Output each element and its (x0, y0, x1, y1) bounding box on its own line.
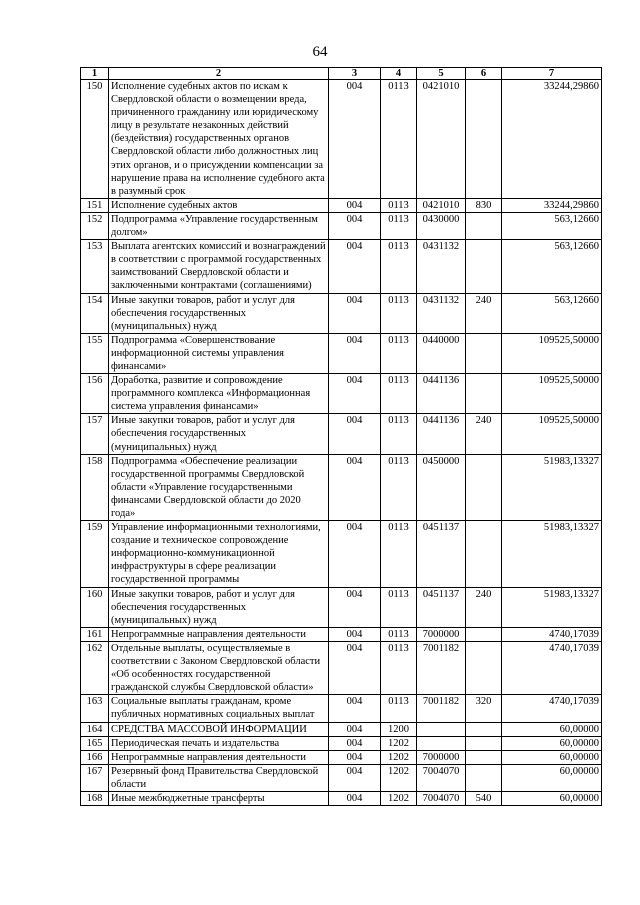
code-col6-cell: 240 (466, 587, 502, 627)
code-col5-cell: 0421010 (417, 80, 466, 199)
row-number-cell: 159 (81, 521, 109, 587)
table-row (81, 240, 602, 293)
amount-cell: 51983,13327 (502, 454, 602, 520)
code-col3-cell: 004 (329, 414, 381, 454)
code-col5-cell: 0450000 (417, 454, 466, 520)
code-col4-cell: 0113 (381, 587, 417, 627)
amount-cell: 4740,17039 (502, 641, 602, 694)
item-name-cell: Подпрограмма «Обеспечение реализации государственной программы Свердловской области «Управление государственными финансами Свердловской области до 2020 года» (109, 454, 329, 520)
code-col4-cell: 0113 (381, 454, 417, 520)
code-col3-cell: 004 (329, 791, 381, 805)
amount-cell: 51983,13327 (502, 521, 602, 587)
item-name-cell: Подпрограмма «Совершенствование информационной системы управления финансами» (109, 333, 329, 373)
code-col5-cell: 0430000 (417, 212, 466, 239)
item-name-cell: Иные закупки товаров, работ и услуг для обеспечения государственных (муниципальных) нужд (109, 414, 329, 454)
table-row (81, 333, 602, 373)
code-col6-cell (466, 454, 502, 520)
code-col5-cell: 7000000 (417, 750, 466, 764)
row-number-cell: 163 (81, 695, 109, 722)
code-col3-cell: 004 (329, 750, 381, 764)
code-col4-cell: 0113 (381, 521, 417, 587)
code-col6-cell (466, 521, 502, 587)
code-col4-cell: 0113 (381, 641, 417, 694)
amount-cell: 4740,17039 (502, 627, 602, 641)
col-header: 4 (381, 68, 417, 80)
amount-cell: 60,00000 (502, 791, 602, 805)
row-number-cell: 166 (81, 750, 109, 764)
code-col4-cell: 0113 (381, 333, 417, 373)
amount-cell: 563,12660 (502, 212, 602, 239)
code-col4-cell: 0113 (381, 240, 417, 293)
table-row (81, 293, 602, 333)
code-col3-cell: 004 (329, 80, 381, 199)
row-number-cell: 154 (81, 293, 109, 333)
row-number-cell: 155 (81, 333, 109, 373)
code-col6-cell (466, 212, 502, 239)
code-col3-cell: 004 (329, 212, 381, 239)
item-name-cell: Иные межбюджетные трансферты (109, 791, 329, 805)
code-col4-cell: 0113 (381, 198, 417, 212)
table-row (81, 414, 602, 454)
table-header-row (81, 68, 602, 80)
row-number-cell: 157 (81, 414, 109, 454)
item-name-cell: Выплата агентских комиссий и вознаграждений в соответствии с программой государственных заимствований Свердловской области и заключенными контрактами (соглашениями) (109, 240, 329, 293)
amount-cell: 60,00000 (502, 736, 602, 750)
code-col6-cell: 830 (466, 198, 502, 212)
item-name-cell: Исполнение судебных актов по искам к Свердловской области о возмещении вреда, причиненного гражданину или юридическому лицу в результате незаконных действий (бездействия) государственных органов Свердловской области либо должностных лиц этих органов, и о присуждении компенсации за нарушение права на исполнение судебного акта в разумный срок (109, 80, 329, 199)
code-col6-cell (466, 764, 502, 791)
code-col4-cell: 1202 (381, 764, 417, 791)
code-col4-cell: 1202 (381, 791, 417, 805)
code-col6-cell: 240 (466, 293, 502, 333)
item-name-cell: Периодическая печать и издательства (109, 736, 329, 750)
code-col3-cell: 004 (329, 240, 381, 293)
item-name-cell: Резервный фонд Правительства Свердловской области (109, 764, 329, 791)
budget-table (80, 67, 602, 806)
item-name-cell: Доработка, развитие и сопровождение программного комплекса «Информационная система управления финансами» (109, 374, 329, 414)
table-row (81, 587, 602, 627)
code-col4-cell: 0113 (381, 627, 417, 641)
row-number-cell: 150 (81, 80, 109, 199)
code-col4-cell: 1202 (381, 736, 417, 750)
col-header: 1 (81, 68, 109, 80)
code-col4-cell: 0113 (381, 293, 417, 333)
row-number-cell: 161 (81, 627, 109, 641)
row-number-cell: 160 (81, 587, 109, 627)
code-col6-cell (466, 627, 502, 641)
amount-cell: 33244,29860 (502, 198, 602, 212)
item-name-cell: Непрограммные направления деятельности (109, 750, 329, 764)
code-col3-cell: 004 (329, 198, 381, 212)
code-col5-cell: 7004070 (417, 791, 466, 805)
table-row (81, 641, 602, 694)
item-name-cell: Управление информационными технологиями, создание и техническое сопровождение информационно-коммуникационной инфраструктуры в сфере реализации государственной программы (109, 521, 329, 587)
table-row (81, 198, 602, 212)
table-row (81, 750, 602, 764)
table-row (81, 722, 602, 736)
code-col3-cell: 004 (329, 641, 381, 694)
code-col6-cell (466, 641, 502, 694)
code-col6-cell (466, 240, 502, 293)
code-col5-cell (417, 722, 466, 736)
code-col4-cell: 0113 (381, 695, 417, 722)
code-col5-cell: 7000000 (417, 627, 466, 641)
code-col4-cell: 0113 (381, 212, 417, 239)
code-col6-cell: 240 (466, 414, 502, 454)
amount-cell: 563,12660 (502, 240, 602, 293)
code-col3-cell: 004 (329, 293, 381, 333)
code-col6-cell (466, 722, 502, 736)
code-col5-cell: 0421010 (417, 198, 466, 212)
row-number-cell: 165 (81, 736, 109, 750)
code-col5-cell: 0451137 (417, 521, 466, 587)
code-col5-cell: 0441136 (417, 414, 466, 454)
page-number: 64 (312, 44, 328, 60)
code-col3-cell: 004 (329, 764, 381, 791)
item-name-cell: Иные закупки товаров, работ и услуг для обеспечения государственных (муниципальных) нужд (109, 587, 329, 627)
code-col5-cell: 7001182 (417, 641, 466, 694)
amount-cell: 563,12660 (502, 293, 602, 333)
code-col5-cell: 0440000 (417, 333, 466, 373)
amount-cell: 109525,50000 (502, 374, 602, 414)
code-col5-cell: 0431132 (417, 293, 466, 333)
table-row (81, 80, 602, 199)
code-col4-cell: 1200 (381, 722, 417, 736)
code-col5-cell (417, 736, 466, 750)
item-name-cell: Подпрограмма «Управление государственным долгом» (109, 212, 329, 239)
item-name-cell: Непрограммные направления деятельности (109, 627, 329, 641)
code-col3-cell: 004 (329, 454, 381, 520)
table-row (81, 521, 602, 587)
table-row (81, 791, 602, 805)
table-row (81, 736, 602, 750)
amount-cell: 4740,17039 (502, 695, 602, 722)
amount-cell: 51983,13327 (502, 587, 602, 627)
code-col3-cell: 004 (329, 521, 381, 587)
code-col6-cell: 320 (466, 695, 502, 722)
item-name-cell: Социальные выплаты гражданам, кроме публичных нормативных социальных выплат (109, 695, 329, 722)
code-col5-cell: 0451137 (417, 587, 466, 627)
row-number-cell: 158 (81, 454, 109, 520)
code-col3-cell: 004 (329, 587, 381, 627)
table-row (81, 695, 602, 722)
item-name-cell: Иные закупки товаров, работ и услуг для обеспечения государственных (муниципальных) нужд (109, 293, 329, 333)
table-body (81, 80, 602, 806)
amount-cell: 60,00000 (502, 764, 602, 791)
code-col4-cell: 0113 (381, 414, 417, 454)
table-row (81, 374, 602, 414)
code-col6-cell (466, 750, 502, 764)
row-number-cell: 164 (81, 722, 109, 736)
item-name-cell: СРЕДСТВА МАССОВОЙ ИНФОРМАЦИИ (109, 722, 329, 736)
code-col6-cell (466, 333, 502, 373)
col-header: 7 (502, 68, 602, 80)
row-number-cell: 162 (81, 641, 109, 694)
row-number-cell: 151 (81, 198, 109, 212)
amount-cell: 60,00000 (502, 722, 602, 736)
code-col3-cell: 004 (329, 736, 381, 750)
code-col4-cell: 0113 (381, 374, 417, 414)
code-col6-cell (466, 374, 502, 414)
code-col6-cell (466, 736, 502, 750)
code-col5-cell: 7004070 (417, 764, 466, 791)
row-number-cell: 153 (81, 240, 109, 293)
code-col6-cell (466, 80, 502, 199)
amount-cell: 109525,50000 (502, 333, 602, 373)
col-header: 2 (109, 68, 329, 80)
item-name-cell: Исполнение судебных актов (109, 198, 329, 212)
code-col3-cell: 004 (329, 722, 381, 736)
item-name-cell: Отдельные выплаты, осуществляемые в соответствии с Законом Свердловской области «Об особенностях государственной гражданской службы Свердловской области» (109, 641, 329, 694)
col-header: 5 (417, 68, 466, 80)
code-col4-cell: 0113 (381, 80, 417, 199)
code-col3-cell: 004 (329, 333, 381, 373)
amount-cell: 109525,50000 (502, 414, 602, 454)
table-row (81, 454, 602, 520)
row-number-cell: 167 (81, 764, 109, 791)
code-col6-cell: 540 (466, 791, 502, 805)
col-header: 6 (466, 68, 502, 80)
table-row (81, 627, 602, 641)
row-number-cell: 152 (81, 212, 109, 239)
code-col5-cell: 7001182 (417, 695, 466, 722)
code-col3-cell: 004 (329, 374, 381, 414)
table-row (81, 212, 602, 239)
code-col3-cell: 004 (329, 627, 381, 641)
code-col3-cell: 004 (329, 695, 381, 722)
code-col5-cell: 0441136 (417, 374, 466, 414)
row-number-cell: 156 (81, 374, 109, 414)
row-number-cell: 168 (81, 791, 109, 805)
amount-cell: 33244,29860 (502, 80, 602, 199)
col-header: 3 (329, 68, 381, 80)
code-col5-cell: 0431132 (417, 240, 466, 293)
code-col4-cell: 1202 (381, 750, 417, 764)
amount-cell: 60,00000 (502, 750, 602, 764)
table-row (81, 764, 602, 791)
